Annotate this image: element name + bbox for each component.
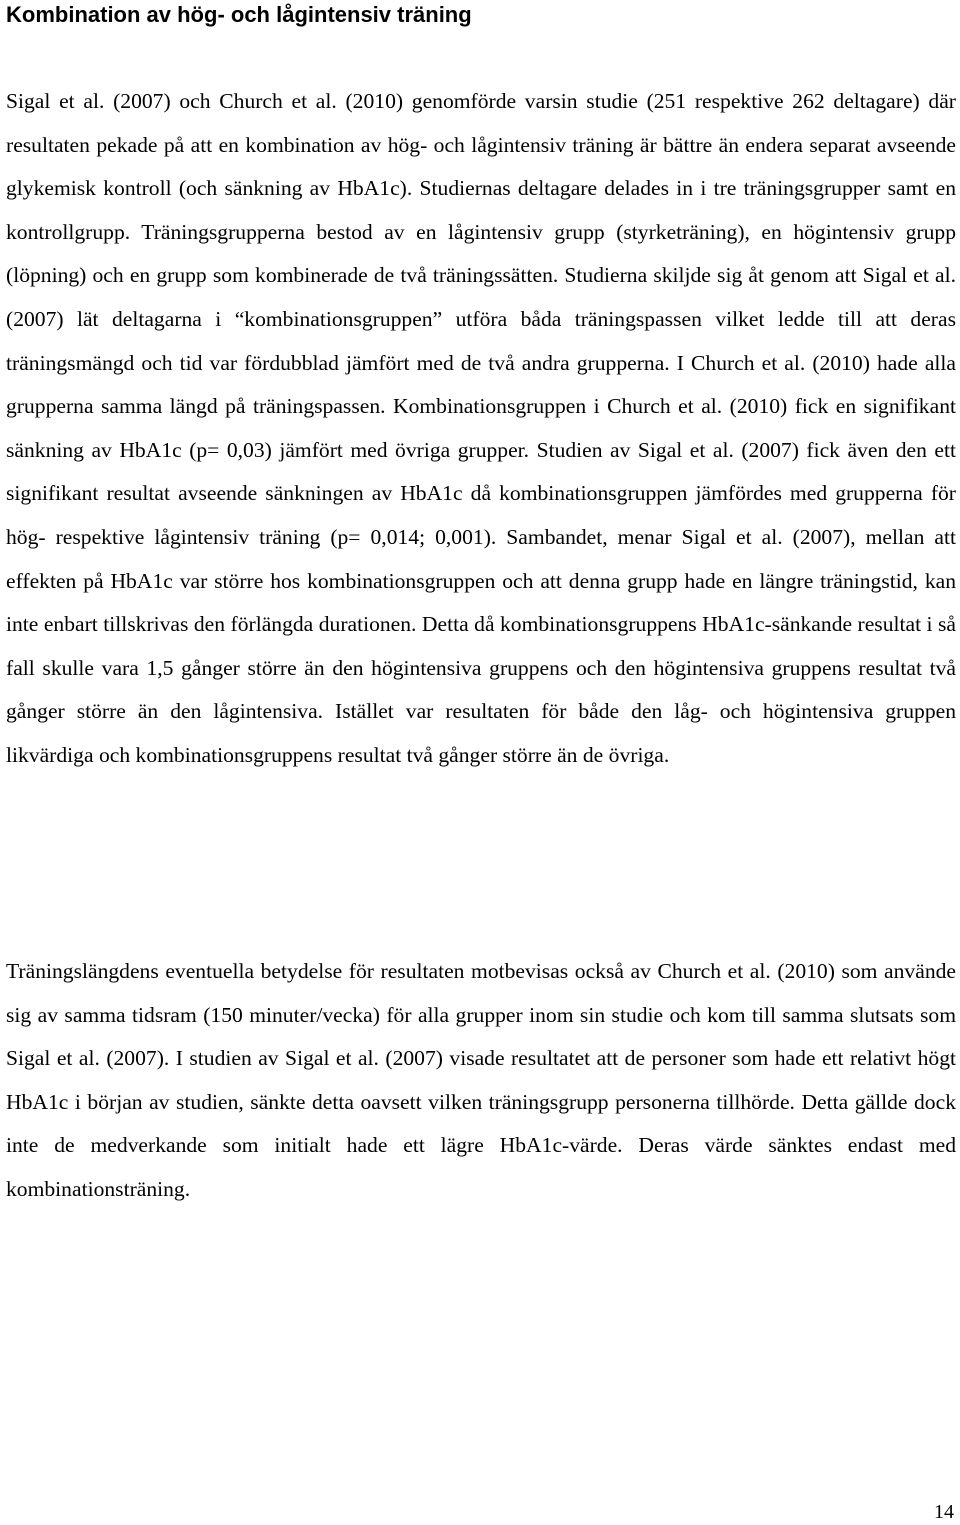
- section-heading: Kombination av hög- och lågintensiv träning: [6, 2, 472, 27]
- body-paragraph-1: Sigal et al. (2007) och Church et al. (2010) genomförde varsin studie (251 respektive 262 deltagare) där resultaten pekade på att en kombination av hög- och lågintensiv träning är bättre än endera separat avseende glykemisk kontroll (och sänkning av HbA1c). Studiernas deltagare delades in i tre träningsgrupper samt en kontrollgrupp. Träningsgrupperna bestod av en lågintensiv grupp (styrketräning), en högintensiv grupp (löpning) och en grupp som kombinerade de två träningssätten. Studierna skiljde sig åt genom att Sigal et al. (2007) lät deltagarna i “kombinationsgruppen” utföra båda träningspassen vilket ledde till att deras träningsmängd och tid var fördubblad jämfört med de två andra grupperna. I Church et al. (2010) hade alla grupperna samma längd på träningspassen. Kombinationsgruppen i Church et al. (2010) fick en signifikant sänkning av HbA1c (p= 0,03) jämfört med övriga grupper. Studien av Sigal et al. (2007) fick även den ett signifikant resultat avseende sänkningen av HbA1c då kombinationsgruppen jämfördes med grupperna för hög- respektive lågintensiv träning (p= 0,014; 0,001). Sambandet, menar Sigal et al. (2007), mellan att effekten på HbA1c var större hos kombinationsgruppen och att denna grupp hade en längre träningstid, kan inte enbart tillskrivas den förlängda durationen. Detta då kombinationsgruppens HbA1c-sänkande resultat i så fall skulle vara 1,5 gånger större än den högintensiva gruppens och den högintensiva gruppens resultat två gånger större än den lågintensiva. Istället var resultaten för både den låg- och högintensiva gruppen likvärdiga och kombinationsgruppens resultat två gånger större än de övriga.: [6, 89, 956, 767]
- body-paragraph-2: Träningslängdens eventuella betydelse för resultaten motbevisas också av Church et al. (2010) som använde sig av samma tidsram (150 minuter/vecka) för alla grupper inom sin studie och kom till samma slutsats som Sigal et al. (2007). I studien av Sigal et al. (2007) visade resultatet att de personer som hade ett relativt högt HbA1c i början av studien, sänkte detta oavsett vilken träningsgrupp personerna tillhörde. Detta gällde dock inte de medverkande som initialt hade ett lägre HbA1c-värde. Deras värde sänktes endast med kombinationsträning.: [6, 959, 956, 1201]
- page-number: 14: [934, 1501, 954, 1523]
